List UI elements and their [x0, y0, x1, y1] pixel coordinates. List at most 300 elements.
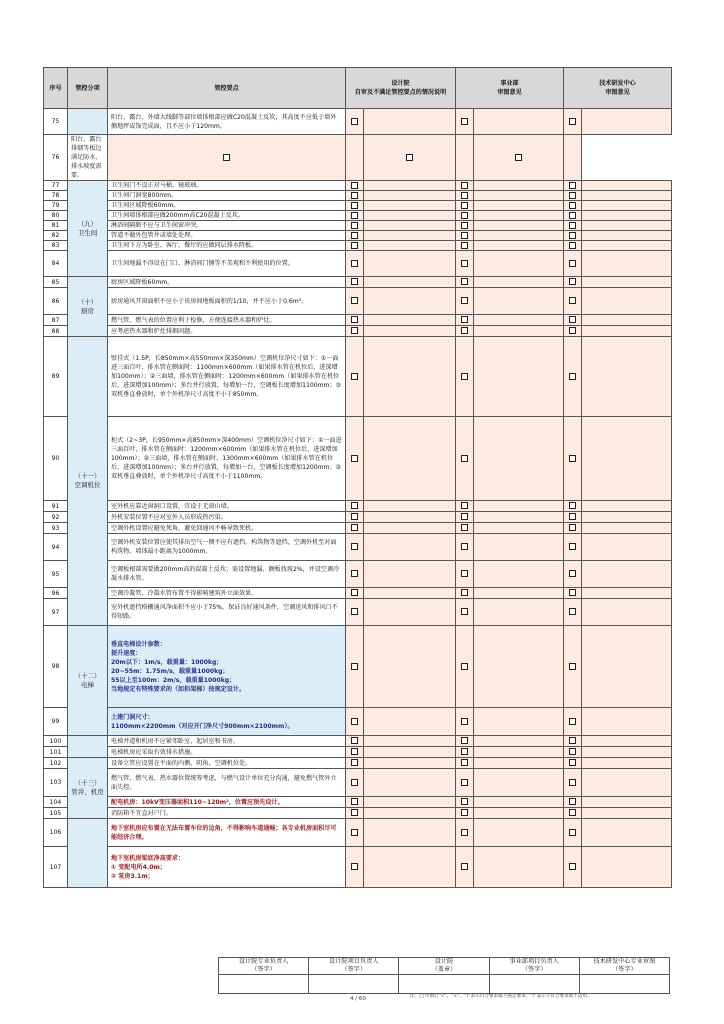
- biz-comment-field[interactable]: [474, 326, 564, 337]
- tech-checkbox[interactable]: [569, 202, 576, 209]
- tech-comment-field[interactable]: [582, 847, 672, 888]
- tech-checkbox-cell: [564, 847, 582, 888]
- tech-checkbox[interactable]: [569, 212, 576, 219]
- tech-checkbox[interactable]: [569, 589, 576, 596]
- biz-checkbox[interactable]: [461, 297, 468, 304]
- tech-comment-field[interactable]: [582, 561, 672, 588]
- row-category: [68, 109, 108, 135]
- tech-comment-field[interactable]: [582, 221, 672, 231]
- tech-comment-field[interactable]: [582, 758, 672, 769]
- sig-biz-project-field[interactable]: [489, 975, 579, 994]
- tech-comment-field[interactable]: [582, 797, 672, 808]
- tech-checkbox[interactable]: [569, 260, 576, 267]
- design-checkbox-cell: [346, 315, 364, 326]
- tech-checkbox[interactable]: [569, 663, 576, 670]
- design-checkbox-cell: [346, 181, 364, 191]
- biz-checkbox[interactable]: [461, 327, 468, 334]
- design-comment-field[interactable]: [364, 231, 456, 241]
- biz-checkbox[interactable]: [461, 232, 468, 239]
- biz-comment-field[interactable]: [474, 221, 564, 231]
- tech-checkbox-cell: [564, 808, 582, 819]
- biz-checkbox-cell: [456, 588, 474, 599]
- design-comment-field[interactable]: [364, 758, 456, 769]
- biz-checkbox-cell: [456, 747, 474, 758]
- design-checkbox[interactable]: [351, 779, 358, 786]
- biz-checkbox-cell: [456, 109, 474, 135]
- design-checkbox[interactable]: [351, 373, 358, 380]
- tech-comment-field[interactable]: [582, 211, 672, 221]
- tech-checkbox[interactable]: [569, 829, 576, 836]
- design-checkbox[interactable]: [223, 154, 230, 161]
- row-number: 91: [44, 501, 68, 512]
- biz-checkbox[interactable]: [461, 524, 468, 531]
- control-point-text: 电梯井道和机房不应紧邻卧室、起居室和书房。: [108, 736, 346, 747]
- biz-comment-field[interactable]: [474, 315, 564, 326]
- biz-comment-field[interactable]: [474, 211, 564, 221]
- row-number: 80: [44, 211, 68, 221]
- design-comment-field[interactable]: [364, 747, 456, 758]
- tech-checkbox[interactable]: [569, 316, 576, 323]
- design-checkbox[interactable]: [351, 232, 358, 239]
- biz-checkbox-cell: [456, 315, 474, 326]
- sig-design-lead-field[interactable]: [219, 975, 309, 994]
- header-control-points: 管控要点: [108, 68, 346, 109]
- design-checkbox[interactable]: [351, 570, 358, 577]
- row-number: 76: [44, 135, 68, 181]
- sig-biz-project-label: 事业部项目负责人 （签字）: [489, 958, 579, 975]
- table-row: [44, 534, 672, 561]
- design-comment-field[interactable]: [364, 797, 456, 808]
- tech-comment-field[interactable]: [582, 277, 672, 288]
- tech-checkbox-cell: [564, 819, 582, 847]
- control-point-text: 阳台、露台排烟等板边满足防水、排水坡度需要。: [68, 135, 108, 181]
- tech-comment-field[interactable]: [582, 417, 672, 501]
- control-point-text: [108, 797, 346, 808]
- biz-checkbox-cell: [456, 251, 474, 277]
- tech-checkbox[interactable]: [569, 118, 576, 125]
- biz-checkbox[interactable]: [461, 663, 468, 670]
- biz-checkbox[interactable]: [461, 863, 468, 870]
- sig-design-project-field[interactable]: [309, 975, 399, 994]
- design-checkbox[interactable]: [351, 513, 358, 520]
- biz-comment-field[interactable]: [456, 135, 474, 181]
- tech-checkbox[interactable]: [569, 798, 576, 805]
- biz-comment-field[interactable]: [474, 288, 564, 315]
- tech-checkbox[interactable]: [569, 759, 576, 766]
- tech-checkbox[interactable]: [569, 222, 576, 229]
- design-checkbox[interactable]: [351, 278, 358, 285]
- biz-checkbox[interactable]: [461, 316, 468, 323]
- tech-checkbox[interactable]: [569, 543, 576, 550]
- design-checkbox[interactable]: [351, 222, 358, 229]
- header-tech-center: 技术研发中心 审图意见: [564, 68, 672, 109]
- tech-checkbox[interactable]: [569, 737, 576, 744]
- design-comment-field[interactable]: [364, 512, 456, 523]
- tech-checkbox-cell: [564, 588, 582, 599]
- design-checkbox[interactable]: [351, 118, 358, 125]
- tech-checkbox-cell: [564, 599, 582, 626]
- design-checkbox[interactable]: [351, 608, 358, 615]
- biz-checkbox[interactable]: [461, 718, 468, 725]
- table-row: [44, 337, 672, 417]
- tech-checkbox[interactable]: [569, 182, 576, 189]
- tech-checkbox[interactable]: [569, 863, 576, 870]
- tech-comment-field[interactable]: [582, 588, 672, 599]
- control-point-text: 室外机遮挡格栅通风净面积不应小于75%，保证良好通风条件，空调送风和排风口不得短路。: [108, 599, 346, 626]
- tech-checkbox-cell: [564, 512, 582, 523]
- tech-comment-field[interactable]: [564, 135, 582, 181]
- tech-comment-field[interactable]: [582, 109, 672, 135]
- tech-comment-field[interactable]: [582, 251, 672, 277]
- design-checkbox-cell: [346, 337, 364, 417]
- design-checkbox-cell: [346, 808, 364, 819]
- design-comment-field[interactable]: [364, 736, 456, 747]
- control-point-text: [108, 847, 346, 888]
- biz-checkbox[interactable]: [461, 608, 468, 615]
- design-comment-field[interactable]: [364, 251, 456, 277]
- design-comment-field[interactable]: [364, 501, 456, 512]
- row-number: 107: [44, 847, 68, 888]
- biz-checkbox[interactable]: [461, 373, 468, 380]
- table-row: [44, 135, 672, 181]
- design-comment-field[interactable]: [364, 288, 456, 315]
- biz-checkbox-cell: [456, 736, 474, 747]
- table-row: [44, 708, 672, 736]
- biz-comment-field[interactable]: [474, 599, 564, 626]
- design-comment-field[interactable]: [364, 523, 456, 534]
- tech-checkbox[interactable]: [569, 327, 576, 334]
- tech-comment-field[interactable]: [582, 769, 672, 797]
- design-checkbox[interactable]: [351, 316, 358, 323]
- control-point-text: 阳台、露台、外墙大线脚等部位墙体根部应做C20混凝土反坎，其高度不应低于墙外侧地坪或饰完成面，且不应小于120mm。: [108, 109, 346, 135]
- highlight-text: 配电机房：10kV变压器面积110~120m²，位置应预先设计。: [111, 798, 284, 806]
- biz-comment-field[interactable]: [474, 588, 564, 599]
- design-comment-field[interactable]: [364, 808, 456, 819]
- biz-checkbox[interactable]: [461, 589, 468, 596]
- design-comment-field[interactable]: [364, 221, 456, 231]
- tech-comment-field[interactable]: [582, 337, 672, 417]
- tech-comment-field[interactable]: [582, 736, 672, 747]
- design-checkbox[interactable]: [351, 663, 358, 670]
- biz-comment-field[interactable]: [474, 847, 564, 888]
- biz-checkbox[interactable]: [406, 154, 413, 161]
- tech-checkbox[interactable]: [569, 809, 576, 816]
- design-comment-field[interactable]: [364, 201, 456, 211]
- biz-comment-field[interactable]: [474, 626, 564, 708]
- row-category: [68, 736, 108, 758]
- tech-comment-field[interactable]: [582, 288, 672, 315]
- biz-checkbox-cell: [456, 626, 474, 708]
- row-category: （十） 厨房: [68, 277, 108, 337]
- design-checkbox[interactable]: [351, 192, 358, 199]
- biz-comment-field[interactable]: [474, 191, 564, 201]
- legend-note: 注：□ 中填打“√”、“×”、“/”表示符合要求或不满足要求；“/”表示不符合要求或不适用。: [410, 994, 592, 999]
- biz-checkbox[interactable]: [461, 543, 468, 550]
- tech-comment-field[interactable]: [582, 599, 672, 626]
- design-comment-field[interactable]: [346, 135, 364, 181]
- biz-comment-field[interactable]: [474, 534, 564, 561]
- tech-checkbox[interactable]: [515, 154, 522, 161]
- row-number: 97: [44, 599, 68, 626]
- design-checkbox[interactable]: [351, 182, 358, 189]
- tech-checkbox[interactable]: [569, 748, 576, 755]
- biz-checkbox[interactable]: [461, 570, 468, 577]
- biz-checkbox[interactable]: [461, 779, 468, 786]
- table-row: [44, 847, 672, 888]
- biz-checkbox-cell: [456, 534, 474, 561]
- biz-checkbox[interactable]: [461, 798, 468, 805]
- biz-comment-field[interactable]: [474, 819, 564, 847]
- tech-checkbox-cell: [564, 501, 582, 512]
- control-point-text: 管道不做外包管井或墙处处理。: [108, 231, 346, 241]
- design-comment-field[interactable]: [364, 315, 456, 326]
- tech-checkbox[interactable]: [569, 373, 576, 380]
- tech-comment-field[interactable]: [582, 708, 672, 736]
- table-header-row: [44, 68, 672, 109]
- biz-checkbox-cell: [456, 181, 474, 191]
- design-checkbox-cell: [346, 221, 364, 231]
- tech-checkbox[interactable]: [569, 232, 576, 239]
- design-comment-field[interactable]: [364, 847, 456, 888]
- biz-comment-field[interactable]: [474, 523, 564, 534]
- design-comment-field[interactable]: [364, 588, 456, 599]
- design-checkbox-cell: [346, 512, 364, 523]
- design-comment-field[interactable]: [364, 708, 456, 736]
- biz-comment-field[interactable]: [474, 501, 564, 512]
- header-category: 管控分项: [68, 68, 108, 109]
- tech-comment-field[interactable]: [582, 808, 672, 819]
- design-checkbox[interactable]: [351, 798, 358, 805]
- biz-checkbox[interactable]: [461, 748, 468, 755]
- tech-checkbox[interactable]: [569, 192, 576, 199]
- tech-comment-field[interactable]: [582, 241, 672, 251]
- design-comment-field[interactable]: [364, 819, 456, 847]
- design-checkbox-cell: [346, 241, 364, 251]
- design-checkbox[interactable]: [351, 260, 358, 267]
- biz-checkbox[interactable]: [461, 192, 468, 199]
- biz-checkbox[interactable]: [461, 260, 468, 267]
- design-checkbox-cell: [346, 501, 364, 512]
- tech-checkbox-cell: [564, 277, 582, 288]
- design-comment-field[interactable]: [364, 769, 456, 797]
- biz-checkbox[interactable]: [461, 737, 468, 744]
- highlight-text: 地下室机房梁底净高要求： ① 变配电所4.0m； ② 泵房3.1m；: [111, 854, 185, 880]
- control-point-text: 厨房通风开窗面积不应小于该房间地板面积的1/10，并不应小于0.6m²。: [108, 288, 346, 315]
- biz-comment-field[interactable]: [474, 561, 564, 588]
- tech-comment-field[interactable]: [582, 181, 672, 191]
- biz-checkbox[interactable]: [461, 513, 468, 520]
- tech-checkbox[interactable]: [569, 570, 576, 577]
- biz-checkbox[interactable]: [461, 212, 468, 219]
- biz-comment-field[interactable]: [474, 231, 564, 241]
- row-category: （九） 卫生间: [68, 181, 108, 277]
- row-number: 96: [44, 588, 68, 599]
- biz-checkbox-cell: [456, 797, 474, 808]
- table-row: [44, 819, 672, 847]
- biz-checkbox[interactable]: [461, 182, 468, 189]
- design-checkbox-cell: [346, 523, 364, 534]
- biz-comment-field[interactable]: [474, 708, 564, 736]
- biz-checkbox-cell: [456, 708, 474, 736]
- biz-checkbox[interactable]: [461, 118, 468, 125]
- design-comment-field[interactable]: [364, 326, 456, 337]
- design-checkbox[interactable]: [351, 212, 358, 219]
- control-point-text: 卫生间区域降板60mm。: [108, 201, 346, 211]
- control-point-text: [108, 708, 346, 736]
- biz-checkbox[interactable]: [461, 455, 468, 462]
- biz-checkbox[interactable]: [461, 278, 468, 285]
- tech-checkbox[interactable]: [569, 608, 576, 615]
- tech-comment-field[interactable]: [582, 191, 672, 201]
- design-comment-field[interactable]: [364, 277, 456, 288]
- tech-comment-field[interactable]: [582, 201, 672, 211]
- design-comment-field[interactable]: [364, 599, 456, 626]
- design-checkbox[interactable]: [351, 202, 358, 209]
- tech-comment-field[interactable]: [582, 523, 672, 534]
- tech-checkbox[interactable]: [569, 718, 576, 725]
- biz-checkbox[interactable]: [461, 222, 468, 229]
- design-checkbox-cell: [346, 819, 364, 847]
- design-comment-field[interactable]: [364, 191, 456, 201]
- tech-checkbox-cell: [564, 736, 582, 747]
- biz-comment-field[interactable]: [474, 512, 564, 523]
- tech-comment-field[interactable]: [582, 534, 672, 561]
- sig-tech-review-field[interactable]: [579, 975, 669, 994]
- biz-comment-field[interactable]: [474, 109, 564, 135]
- biz-checkbox[interactable]: [461, 829, 468, 836]
- row-number: 84: [44, 251, 68, 277]
- design-comment-field[interactable]: [364, 181, 456, 191]
- biz-checkbox-cell: [456, 769, 474, 797]
- tech-checkbox-cell: [564, 769, 582, 797]
- design-comment-field[interactable]: [364, 241, 456, 251]
- biz-comment-field[interactable]: [474, 201, 564, 211]
- tech-checkbox[interactable]: [569, 524, 576, 531]
- control-checklist-table: [43, 67, 672, 888]
- biz-comment-field[interactable]: [474, 747, 564, 758]
- row-number: 98: [44, 626, 68, 708]
- biz-comment-field[interactable]: [474, 337, 564, 417]
- biz-comment-field[interactable]: [474, 797, 564, 808]
- tech-checkbox-cell: [564, 561, 582, 588]
- tech-checkbox-cell: [564, 747, 582, 758]
- design-comment-field[interactable]: [364, 626, 456, 708]
- control-point-text: [108, 819, 346, 847]
- biz-comment-field[interactable]: [474, 181, 564, 191]
- tech-comment-field[interactable]: [582, 326, 672, 337]
- biz-comment-field[interactable]: [474, 251, 564, 277]
- sig-design-stamp-field[interactable]: [399, 975, 489, 994]
- tech-checkbox-cell: [564, 417, 582, 501]
- biz-checkbox[interactable]: [461, 809, 468, 816]
- biz-checkbox[interactable]: [461, 759, 468, 766]
- biz-comment-field[interactable]: [474, 277, 564, 288]
- tech-comment-field[interactable]: [582, 747, 672, 758]
- design-checkbox[interactable]: [351, 737, 358, 744]
- row-number: 85: [44, 277, 68, 288]
- tech-comment-field[interactable]: [582, 626, 672, 708]
- tech-checkbox[interactable]: [569, 455, 576, 462]
- tech-checkbox[interactable]: [569, 242, 576, 249]
- tech-checkbox[interactable]: [569, 779, 576, 786]
- design-checkbox[interactable]: [351, 829, 358, 836]
- tech-checkbox-cell: [564, 534, 582, 561]
- row-number: 87: [44, 315, 68, 326]
- tech-comment-field[interactable]: [582, 512, 672, 523]
- tech-checkbox[interactable]: [569, 297, 576, 304]
- signature-header-row: [219, 958, 670, 975]
- design-checkbox[interactable]: [351, 297, 358, 304]
- design-checkbox-cell: [346, 747, 364, 758]
- design-checkbox[interactable]: [351, 863, 358, 870]
- tech-checkbox[interactable]: [569, 513, 576, 520]
- design-checkbox[interactable]: [351, 455, 358, 462]
- control-point-text: [108, 626, 346, 708]
- design-checkbox[interactable]: [351, 759, 358, 766]
- design-comment-field[interactable]: [364, 109, 456, 135]
- tech-checkbox-cell: [564, 231, 582, 241]
- design-checkbox[interactable]: [351, 718, 358, 725]
- table-row: [44, 588, 672, 599]
- design-checkbox[interactable]: [351, 589, 358, 596]
- biz-comment-field[interactable]: [474, 758, 564, 769]
- design-checkbox[interactable]: [351, 748, 358, 755]
- biz-comment-field[interactable]: [474, 417, 564, 501]
- tech-checkbox-cell: [564, 797, 582, 808]
- tech-comment-field[interactable]: [582, 819, 672, 847]
- row-category: （十一） 空调机位: [68, 337, 108, 626]
- design-comment-field[interactable]: [364, 561, 456, 588]
- biz-checkbox-cell: [456, 221, 474, 231]
- biz-checkbox[interactable]: [461, 202, 468, 209]
- biz-comment-field[interactable]: [474, 241, 564, 251]
- design-checkbox[interactable]: [351, 524, 358, 531]
- highlight-text: 垂直电梯设计参数： 提升速度： 20m以下：1m/s，载重量：1000kg； 20~55m：1.75m/s，载重量1000kg； 55以上至100m：2m/s，载重量1000kg； 当地规定有特殊要求的（如担架梯）按规定设计。: [111, 640, 246, 693]
- biz-comment-field[interactable]: [474, 769, 564, 797]
- signature-table: [218, 957, 670, 994]
- design-comment-field[interactable]: [364, 337, 456, 417]
- table-row: [44, 769, 672, 797]
- row-number: 77: [44, 181, 68, 191]
- tech-checkbox-cell: [564, 241, 582, 251]
- design-checkbox-cell: [346, 599, 364, 626]
- tech-comment-field[interactable]: [582, 231, 672, 241]
- biz-checkbox-cell: [456, 808, 474, 819]
- control-point-text: 消防箱不宜直对户门。: [108, 808, 346, 819]
- design-comment-field[interactable]: [364, 534, 456, 561]
- design-comment-field[interactable]: [364, 417, 456, 501]
- tech-checkbox-cell: [564, 708, 582, 736]
- biz-checkbox[interactable]: [461, 502, 468, 509]
- tech-comment-field[interactable]: [582, 501, 672, 512]
- design-checkbox[interactable]: [351, 809, 358, 816]
- tech-checkbox[interactable]: [569, 278, 576, 285]
- design-checkbox-cell: [346, 534, 364, 561]
- biz-checkbox[interactable]: [461, 242, 468, 249]
- design-checkbox[interactable]: [351, 242, 358, 249]
- design-checkbox[interactable]: [351, 502, 358, 509]
- table-row: [44, 808, 672, 819]
- design-comment-field[interactable]: [364, 211, 456, 221]
- design-checkbox[interactable]: [351, 327, 358, 334]
- biz-comment-field[interactable]: [474, 736, 564, 747]
- tech-checkbox[interactable]: [569, 502, 576, 509]
- tech-comment-field[interactable]: [582, 315, 672, 326]
- biz-comment-field[interactable]: [474, 808, 564, 819]
- design-checkbox[interactable]: [351, 543, 358, 550]
- row-number: 104: [44, 797, 68, 808]
- tech-checkbox-cell: [564, 523, 582, 534]
